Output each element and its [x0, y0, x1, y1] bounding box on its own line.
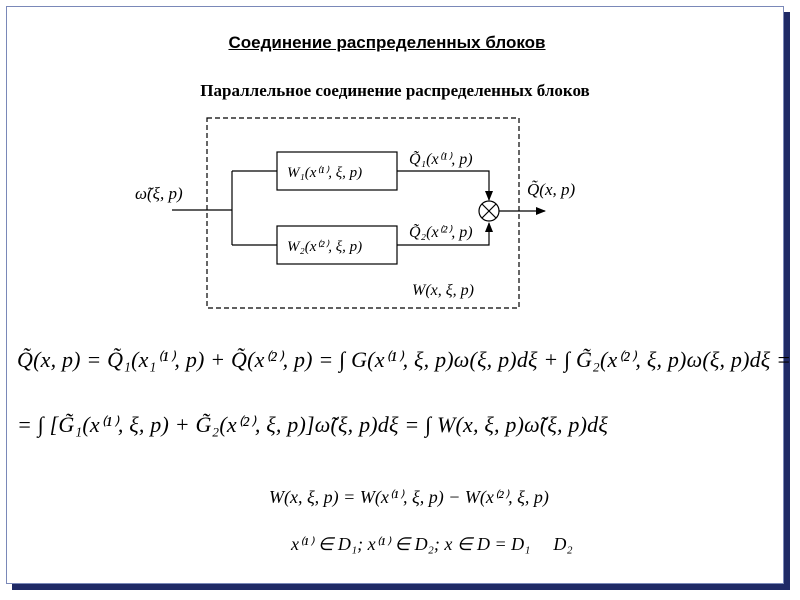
equation-sum-integral: Q̃(x, p) = Q̃₁(x₁⁽¹⁾, p) + Q̃(x⁽²⁾, p) = ∫ G(x⁽¹⁾, ξ, p)ω(ξ, p)dξ + ∫ G̃₂(x⁽²⁾, ξ, p)ω(ξ, p)dξ =: [17, 347, 792, 372]
output-label: Q̃(x, p): [527, 180, 576, 199]
slide-title: Соединение распределенных блоков: [228, 33, 546, 52]
equation-domain: x⁽¹⁾ ∈ D₁; x⁽¹⁾ ∈ D₂; x ∈ D = D₁ ⃞ D₂: [291, 534, 573, 554]
equation-transfer-function: W(x, ξ, p) = W(x⁽¹⁾, ξ, p) − W(x⁽²⁾, ξ, p): [269, 487, 549, 507]
q1-label: Q̃₁(x⁽¹⁾, p): [409, 151, 473, 168]
input-label: ω̃(ξ, p): [135, 184, 183, 203]
block1-label: W₁(x⁽¹⁾, ξ, p): [287, 165, 363, 181]
system-boundary: [207, 118, 519, 308]
q2-label: Q̃₂(x⁽²⁾, p): [409, 224, 473, 241]
block1-output-line: [397, 171, 489, 200]
overall-transfer-label: W(x, ξ, p): [412, 282, 474, 299]
slide-subtitle: Параллельное соединение распределенных блоков: [200, 81, 590, 100]
block2-label: W₂(x⁽²⁾, ξ, p): [287, 239, 363, 255]
slide-frame: [6, 6, 792, 584]
parallel-connection-diagram: [7, 7, 783, 337]
equation-combined-integral: = ∫ [G̃₁(x⁽¹⁾, ξ, p) + G̃₂(x⁽²⁾, ξ, p)]ω̃(ξ, p)dξ = ∫ W(x, ξ, p)ω̃(ξ, p)dξ: [17, 412, 608, 437]
